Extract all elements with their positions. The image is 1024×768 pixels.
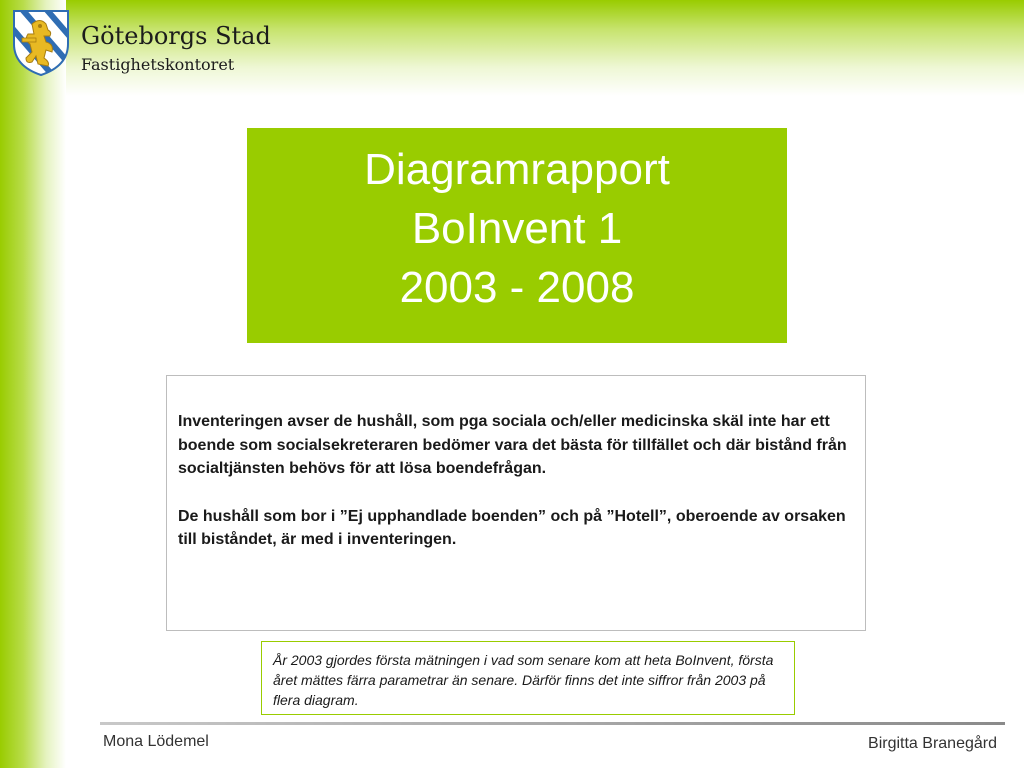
title-box [247, 128, 787, 343]
gothenburg-coat-of-arms-icon [10, 8, 72, 78]
title-line: 2003 - 2008 [399, 263, 635, 312]
info-paragraph: Inventeringen avser de hushåll, som pga sociala och/eller medicinska skäl inte har ett boende som socialsekreteraren bedömer vara det bästa för tillfället och där bistånd från socialtjänsten behövs för att lösa boendefrågan. [178, 413, 847, 477]
info-text-box [166, 375, 866, 631]
note-text: År 2003 gjordes första mätningen i vad som senare kom att heta BoInvent, första året mättes färra parametrar än senare. Därför finns det inte siffror från 2003 på flera diagram. [273, 652, 774, 708]
title-line: Diagramrapport [364, 145, 670, 194]
info-paragraph: De hushåll som bor i ”Ej upphandlade boenden” och på ”Hotell”, oberoende av orsaken till biståndet, är med i inventeringen. [178, 507, 846, 548]
left-gradient-band [0, 0, 66, 768]
organization-department: Fastighetskontoret [81, 55, 235, 74]
note-box [261, 641, 795, 715]
footer-author-left: Mona Lödemel [103, 733, 209, 750]
title-line: BoInvent 1 [411, 204, 623, 253]
organization-name: Göteborgs Stad [81, 22, 271, 50]
footer-divider [100, 722, 1005, 725]
footer-author-right: Birgitta Branegård [868, 735, 997, 752]
